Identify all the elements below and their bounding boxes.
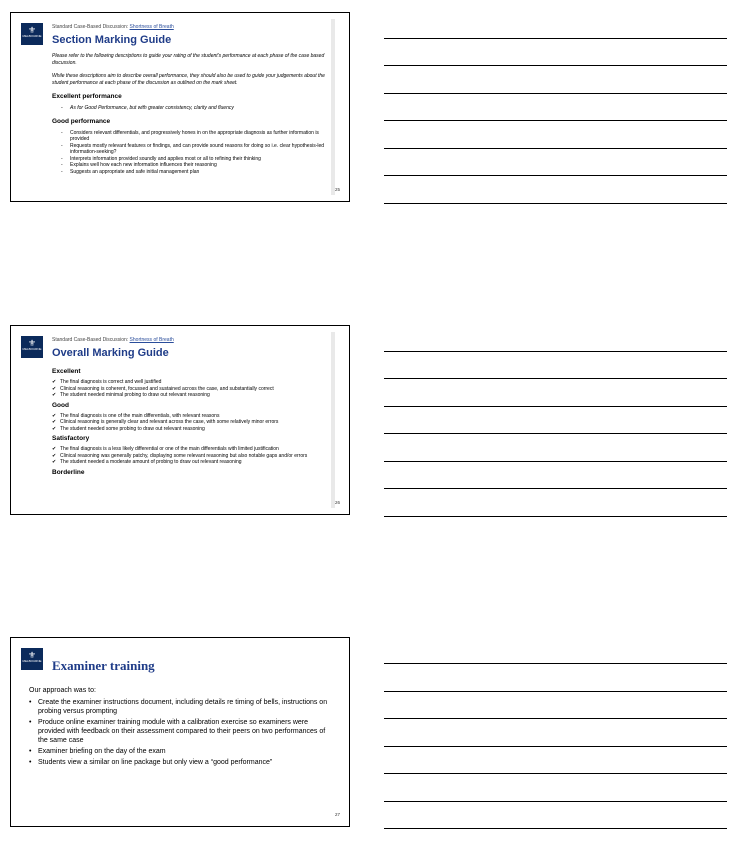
university-logo — [21, 23, 43, 45]
note-line — [384, 203, 727, 204]
bullet-item: • Create the examiner instructions document, including details re timing of bells, instructions on probing versus prompting — [29, 698, 333, 716]
page-number: 25 — [334, 187, 340, 192]
section-heading: Excellent — [52, 368, 81, 375]
note-line — [384, 65, 727, 66]
header-prefix: Standard Case-Based Discussion: — [52, 337, 130, 343]
note-line — [384, 828, 727, 829]
logo-text: MELBOURNE — [22, 34, 42, 38]
slide-title: Overall Marking Guide — [52, 347, 169, 359]
slide-thumbnail-26 — [10, 325, 350, 515]
slide-scroll-indicator — [331, 19, 335, 195]
crest-icon: ⚜ — [27, 25, 37, 35]
checklist-item: ✔ The student needed some probing to draw out relevant reasoning — [52, 426, 329, 433]
note-line — [384, 378, 727, 379]
slide-thumbnail-25 — [10, 12, 350, 202]
list-item: - Explains well how each new information influences their reasoning — [52, 162, 333, 169]
note-line — [384, 148, 727, 149]
crest-icon: ⚜ — [27, 338, 37, 348]
checklist-item: ✔ The final diagnosis is correct and well justified — [52, 379, 329, 386]
note-line — [384, 38, 727, 39]
slide-thumbnail-27 — [10, 637, 350, 827]
note-line — [384, 801, 727, 802]
logo-text: MELBOURNE — [22, 659, 42, 663]
slide-header — [52, 337, 174, 343]
page-number: 26 — [334, 500, 340, 505]
note-line — [384, 773, 727, 774]
slide-title: Section Marking Guide — [52, 34, 172, 46]
checklist-item: ✔ The student needed minimal probing to draw out relevant reasoning — [52, 392, 329, 399]
logo-text: MELBOURNE — [22, 347, 42, 351]
note-line — [384, 746, 727, 747]
note-line — [384, 718, 727, 719]
slide-header — [52, 24, 174, 30]
slide-body — [29, 686, 333, 769]
list-item: - Considers relevant differentials, and progressively hones in on the appropriate diagnosis as further information is provided — [52, 130, 333, 143]
checklist-item: ✔ The final diagnosis is one of the main differentials, with relevant reasons — [52, 413, 329, 420]
checklist-item: ✔ The final diagnosis is a less likely differential or one of the main differentials with limited justification — [52, 446, 329, 453]
note-line — [384, 406, 727, 407]
list-item: - Requests mostly relevant features or findings, and can provide sound reasons for doing so i.e. clear hypothesis-led information-seeking? — [52, 143, 333, 156]
section-heading: Good performance — [52, 117, 111, 125]
bullet-item: • Students view a similar on line package but only view a “good performance” — [29, 758, 333, 767]
note-line — [384, 663, 727, 664]
note-line — [384, 516, 727, 517]
list-item: - Interprets information provided soundly and applies most or all to refining their thinking — [52, 156, 333, 163]
university-logo — [21, 336, 43, 358]
intro-text: Our approach was to: — [29, 687, 96, 694]
section-heading: Excellent performance — [52, 93, 122, 100]
note-line — [384, 488, 727, 489]
note-line — [384, 93, 727, 94]
bullet-item: • Examiner briefing on the day of the exam — [29, 747, 333, 756]
checklist-item: ✔ The student needed a moderate amount of probing to draw out relevant reasoning — [52, 459, 329, 466]
section-heading: Satisfactory — [52, 435, 90, 442]
note-line — [384, 351, 727, 352]
checklist-item: ✔ Clinical reasoning is coherent, focussed and sustained across the case, and substantially correct — [52, 386, 329, 393]
header-link[interactable]: Shortness of Breath — [129, 337, 174, 343]
header-prefix: Standard Case-Based Discussion: — [52, 24, 130, 30]
crest-icon: ⚜ — [27, 650, 37, 660]
list-item: - Suggests an appropriate and safe initial management plan — [52, 169, 333, 176]
note-line — [384, 175, 727, 176]
section-heading: Good — [52, 401, 69, 409]
checklist-item: ✔ Clinical reasoning was generally patchy, displaying some relevant reasoning but also notable gaps and/or errors — [52, 453, 329, 460]
note-line — [384, 691, 727, 692]
page-number: 27 — [334, 812, 340, 817]
section-heading: Borderline — [52, 468, 85, 476]
note-line — [384, 433, 727, 434]
intro-paragraph: Please refer to the following descriptions to guide your rating of the student's performance at each phase of the case based discussion. — [52, 53, 325, 66]
slide-body — [52, 53, 333, 175]
bullet-item: • Produce online examiner training module with a calibration exercise so examiners were provided with feedback on their assessment compared to their peers on two performances of the same case — [29, 718, 333, 745]
list-item: - As for Good Performance, but with greater consistency, clarity and fluency — [52, 105, 333, 112]
slide-title: Examiner training — [52, 658, 155, 673]
university-logo — [21, 648, 43, 670]
header-link[interactable]: Shortness of Breath — [129, 24, 174, 30]
note-line — [384, 120, 727, 121]
slide-body — [52, 365, 329, 480]
note-line — [384, 461, 727, 462]
slide-scroll-indicator — [331, 332, 335, 508]
intro-paragraph: While these descriptions aim to describe overall performance, they should also be used to guide your judgements about the student performance at each phase of the discussion as outlined on the mark sheet. — [52, 73, 325, 86]
checklist-item: ✔ Clinical reasoning is generally clear and relevant across the case, with some relatively minor errors — [52, 419, 329, 426]
